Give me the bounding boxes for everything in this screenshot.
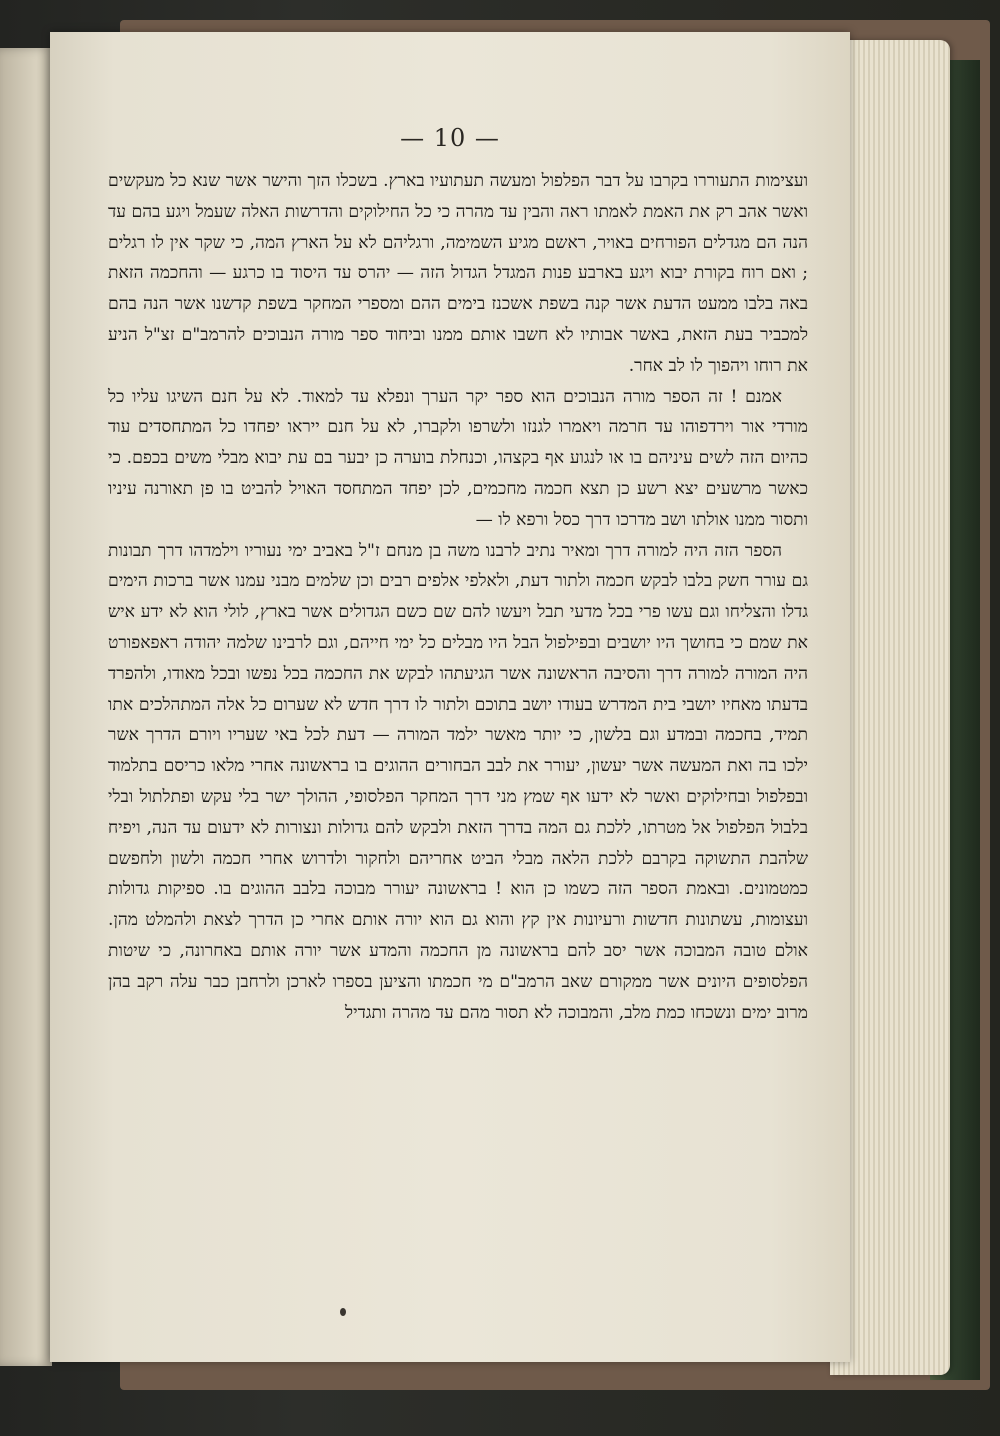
paragraph-1: ועצימות התעוררו בקרבו על דבר הפלפול ומעשה תעתועיו בארץ. בשכלו הזך והישר אשר שנא כל מעקשים ואשר אהב רק את האמת לאמתו ראה והבין עד מהרה כי כל החילוקים והדרשות האלה שעמל ויגע בהם עד הנה הם מגדלים הפורחים באויר, ראשם מגיע השמימה, ורגליהם לא על הארץ המה, כי שקר אין לו רגלים ; ואם רוח בקורת יבוא ויגע בארבע פנות המגדל הגדול הזה — יהרס עד היסוד בו כרגע — והחכמה הזאת באה בלבו ממעט הדעת אשר קנה בשפת אשכנז בימים ההם ומספרי המחקר בשפת קדשנו אשר הנה בהם למכביר בעת הזאת, באשר אבותיו לא חשבו אותם ממנו וביחוד ספר מורה הנבוכים להרמב"ם זצ"ל הניע את רוחו ויהפוך לו לב אחר. (108, 171, 808, 376)
book-page (50, 32, 850, 1362)
left-page-edge (0, 48, 52, 1366)
paragraph-3: הספר הזה היה למורה דרך ומאיר נתיב לרבנו משה בן מנחם ז"ל באביב ימי נעוריו וילמדהו דרך תבונות גם עורר חשק בלבו לבקש חכמה ולתור דעת, ולאלפי אלפים רבים וכן שלמים מבני עמנו אשר ברכות הימים גדלו והצליחו וגם עשו פרי בכל מדעי תבל ויעשו להם שם כשם הגדולים אשר בארץ, לולי הוא לא ידע איש את שמם כי בחושך היו יושבים ובפילפול הבל היו מבלים כל ימי חייהם, וגם לרבינו שלמה יהודה ראפאפורט היה המורה למורה דרך והסיבה הראשונה אשר הגיעתהו לבקש את החכמה בכל נפשו ובכל מאודו, ולהפרד בדעתו מאחיו יושבי בית המדרש בעודו יושב בתוכם ולתור לו דרך חדש לא שערום כל אלה המתהלכים אתו תמיד, בחכמה ובמדע וגם בלשון, כי יותר מאשר ילמד המורה — דעת לכל באי שעריו ויורם הדרך אשר ילכו בה ואת המעשה אשר יעשון, יעורר את לבב הבחורים ההוגים בו בראשונה אחרי מלאו כריסם בתלמוד ובפלפול ובחילוקים ואשר לא ידעו אף שמץ מני דרך המחקר הפלסופי, ההולך ישר בלי עקש ופתלתול ובלי בלבול הפלפול אל מטרתו, ללכת גם המה בדרך הזאת ולבקש להם גדולות ונצורות לא ידעום עד הנה, ויפיח שלהבת התשוקה בקרבם ללכת הלאה מבלי הביט אחריהם ולחקור ולדרוש אחרי חכמה ולשון ולחפשם כמטמונים. ובאמת הספר הזה כשמו כן הוא ! בראשונה יעורר מבוכה בלבב ההוגים בו. ספיקות גדולות ועצומות, עשתונות חדשות ורעיונות אין קץ והוא גם הוא יורה אותם אחרי כן הדרך לצאת ולהמלט מהן. אולם טובה המבוכה אשר יסב להם בראשונה מן החכמה והמדע אשר יורה אותם באחרונה, כי שיטות הפלסופים היונים אשר ממקורם שאב הרמב"ם מי חכמתו והציען בספרו לארכן ולרחבן כבר עלה רקב בהן מרוב ימים ונשכחו כמת מלב, והמבוכה לא תסור מהם עד מהרה ותגדיל (108, 540, 808, 1023)
page-body (108, 166, 808, 1028)
paragraph-2: אמנם ! זה הספר מורה הנבוכים הוא ספר יקר הערך ונפלא עד למאוד. לא על חנם השיגו עליו כל מורדי אור וירדפוהו עד חרמה ויאמרו לגנזו ולשרפו ולקברו, לא על חנם ייראו יפחדו כל המתחסדים עוד כהיום הזה לשים עיניהם בו או לנגוע אף בקצהו, וכנחלת בוערה כן יבער בם עת יבוא מבלי משים בכפם. כי כאשר מרשעים יצא רשע כן תצא חכמה מחכמים, לכן יפחד המתחסד האויל להביט בו פן תאורנה עיניו ותסור ממנו אולתו ושב מדרכו דרך כסל ורפא לו — (108, 386, 808, 530)
page-number: — 10 — (400, 124, 500, 152)
ink-speck (340, 1308, 346, 1316)
